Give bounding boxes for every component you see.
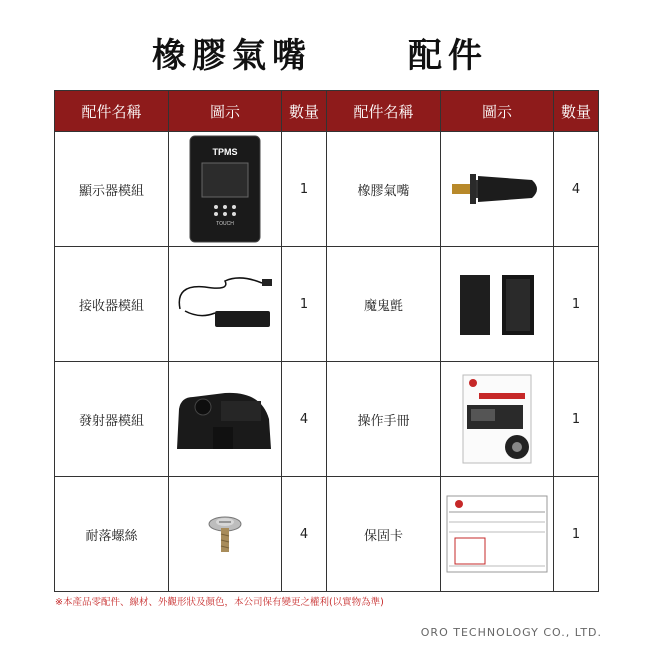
item-name: 橡膠氣嘴: [327, 132, 441, 247]
table-row: [55, 132, 599, 247]
item-qty: 1: [554, 477, 599, 592]
item-name: 接收器模組: [55, 247, 169, 362]
header-image-left: 圖示: [169, 91, 282, 132]
velcro-image: [442, 248, 552, 360]
item-qty: 1: [282, 132, 327, 247]
disclaimer-note: ※本產品零配件、線材、外觀形狀及顏色，本公司保有變更之權利(以實物為準): [55, 597, 384, 608]
rubber-valve-image: [442, 133, 552, 245]
header-qty-right: 數量: [554, 91, 599, 132]
item-qty: 1: [554, 247, 599, 362]
table-row: [55, 477, 599, 592]
header-image-right: 圖示: [441, 91, 554, 132]
item-name: 顯示器模組: [55, 132, 169, 247]
tpms-label: TPMS: [212, 147, 238, 157]
header-name-left: 配件名稱: [55, 91, 169, 132]
receiver-module-image: [170, 248, 280, 360]
item-qty: 1: [554, 362, 599, 477]
item-name: 操作手冊: [327, 362, 441, 477]
item-name: 發射器模組: [55, 362, 169, 477]
item-name: 保固卡: [327, 477, 441, 592]
header-qty-left: 數量: [282, 91, 327, 132]
item-name: 耐落螺絲: [55, 477, 169, 592]
screw-image: [170, 478, 280, 590]
title-part2: 配件: [408, 36, 488, 76]
title-part1: 橡膠氣嘴: [152, 36, 312, 76]
company-footer: ORO TECHNOLOGY CO., LTD.: [420, 626, 602, 639]
item-qty: 1: [282, 247, 327, 362]
table-header-row: [55, 91, 599, 132]
display-module-image: [170, 133, 280, 245]
transmitter-module-image: [170, 363, 280, 475]
table-row: [55, 247, 599, 362]
item-qty: 4: [554, 132, 599, 247]
item-qty: 4: [282, 477, 327, 592]
warranty-card-image: [442, 478, 552, 590]
manual-image: [442, 363, 552, 475]
item-qty: 4: [282, 362, 327, 477]
touch-label: TOUCH: [216, 221, 234, 227]
header-name-right: 配件名稱: [327, 91, 441, 132]
accessory-table: [54, 90, 599, 592]
item-name: 魔鬼氈: [327, 247, 441, 362]
table-row: [55, 362, 599, 477]
